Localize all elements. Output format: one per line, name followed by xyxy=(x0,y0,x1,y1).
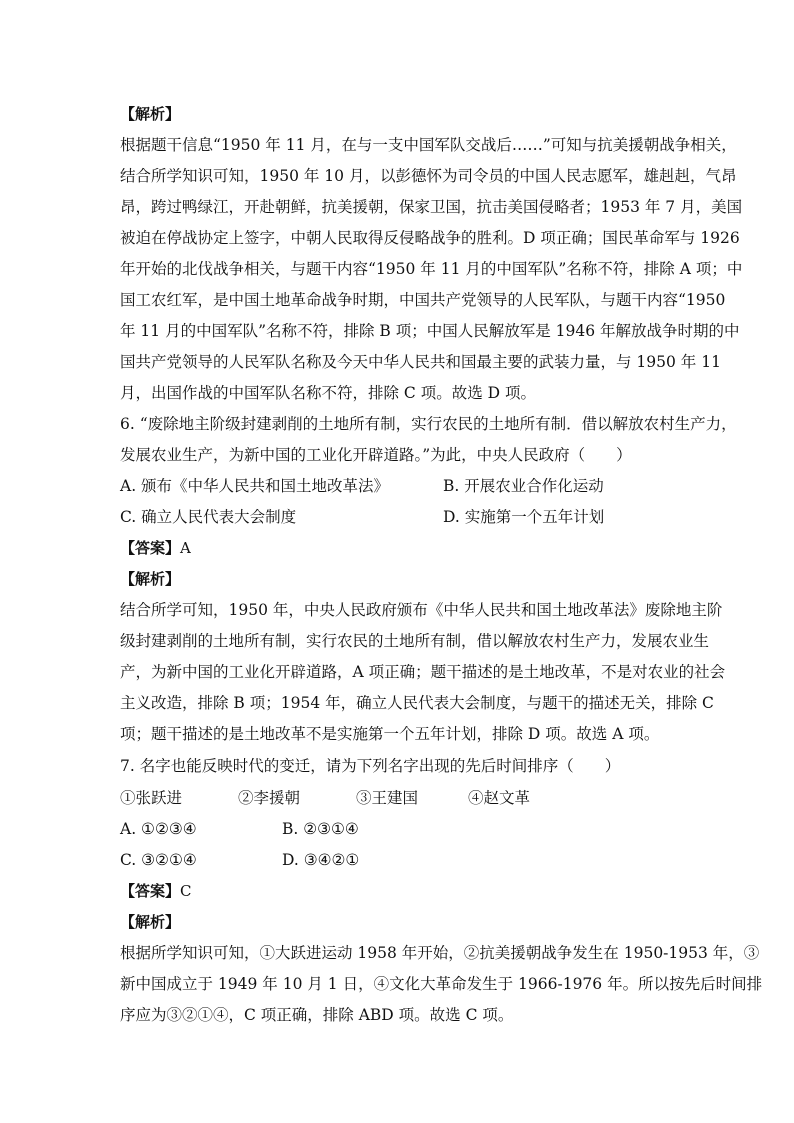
q6-analysis-line: 结合所学可知，1950 年，中央人民政府颁布《中华人民共和国土地改革法》废除地主阶 xyxy=(120,601,723,619)
q7-answer-value: C xyxy=(180,882,192,900)
q7-name-3: ③王建国 xyxy=(356,789,419,807)
q6-option-c: C. 确立人民代表大会制度 xyxy=(120,508,297,526)
q7-analysis-line: 序应为③②①④，C 项正确，排除 ABD 项。故选 C 项。 xyxy=(120,1006,514,1024)
q5-analysis-line: 国工农红军，是中国土地革命战争时期，中国共产党领导的人民军队，与题干内容“1950 xyxy=(120,291,726,309)
q6-stem-line: 发展农业生产，为新中国的工业化开辟道路。”为此，中央人民政府（ ） xyxy=(120,446,632,464)
q7-option-b: B. ②③①④ xyxy=(282,820,359,838)
q6-analysis-line: 主义改造，排除 B 项；1954 年，确立人民代表大会制度，与题干的描述无关，排除 C xyxy=(120,694,714,712)
q6-answer xyxy=(120,538,680,558)
q7-name-1: ①张跃进 xyxy=(120,789,183,807)
q7-analysis-line: 根据所学知识可知，①大跃进运动 1958 年开始，②抗美援朝战争发生在 1950-1953 年，③ xyxy=(120,944,760,962)
q7-stem: 7. 名字也能反映时代的变迁，请为下列名字出现的先后时间排序（ ） xyxy=(120,757,621,775)
q6-analysis-line: 产，为新中国的工业化开辟道路，A 项正确；题干描述的是土地改革，不是对农业的社会 xyxy=(120,663,726,681)
q5-analysis-line: 结合所学知识可知，1950 年 10 月，以彭德怀为司令员的中国人民志愿军，雄赳赳，气昂 xyxy=(120,167,737,185)
q7-option-a: A. ①②③④ xyxy=(120,820,197,838)
q7-analysis-line: 新中国成立于 1949 年 10 月 1 日，④文化大革命发生于 1966-1976 年。所以按先后时间排 xyxy=(120,975,763,993)
q5-analysis-heading: 【解析】 xyxy=(120,105,181,123)
q5-analysis-line: 被迫在停战协定上签字，中朝人民取得反侵略战争的胜利。D 项正确；国民革命军与 1926 xyxy=(120,229,740,247)
q6-answer-label: 【答案】 xyxy=(120,539,181,557)
q6-answer-value: A xyxy=(180,539,191,557)
q6-analysis-line: 级封建剥削的土地所有制，实行农民的土地所有制，借以解放农村生产力，发展农业生 xyxy=(120,632,710,650)
q5-analysis-line: 年开始的北伐战争相关，与题干内容“1950 年 11 月的中国军队”名称不符，排除 A 项；中 xyxy=(120,260,743,278)
q5-analysis-line: 国共产党领导的人民军队名称及今天中华人民共和国最主要的武装力量，与 1950 年 11 xyxy=(120,353,721,371)
q6-analysis-line: 项；题干描述的是土地改革不是实施第一个五年计划，排除 D 项。故选 A 项。 xyxy=(120,725,660,743)
q6-stem-line: 6. “废除地主阶级封建剥削的土地所有制，实行农民的土地所有制．借以解放农村生产力， xyxy=(120,415,737,433)
q6-option-d: D. 实施第一个五年计划 xyxy=(443,508,605,526)
q7-option-c: C. ③②①④ xyxy=(120,851,197,869)
q6-analysis-heading: 【解析】 xyxy=(120,570,181,588)
q7-analysis-heading: 【解析】 xyxy=(120,913,181,931)
q7-answer xyxy=(120,881,680,901)
q5-analysis-line: 根据题干信息“1950 年 11 月，在与一支中国军队交战后……”可知与抗美援朝战争相关， xyxy=(120,136,737,154)
q5-analysis-line: 年 11 月的中国军队”名称不符，排除 B 项；中国人民解放军是 1946 年解放战争时期的中 xyxy=(120,322,740,340)
q7-answer-label: 【答案】 xyxy=(120,882,181,900)
q5-analysis-line: 月，出国作战的中国军队名称不符，排除 C 项。故选 D 项。 xyxy=(120,384,536,402)
q5-analysis-line: 昂，跨过鸭绿江，开赴朝鲜，抗美援朝，保家卫国，抗击美国侵略者；1953 年 7 月，美国 xyxy=(120,198,743,216)
q6-option-a: A. 颁布《中华人民共和国土地改革法》 xyxy=(120,477,390,495)
q7-name-4: ④赵文革 xyxy=(468,789,531,807)
q7-option-d: D. ③④②① xyxy=(282,851,360,869)
q6-option-b: B. 开展农业合作化运动 xyxy=(443,477,604,495)
q7-name-2: ②李援朝 xyxy=(238,789,301,807)
